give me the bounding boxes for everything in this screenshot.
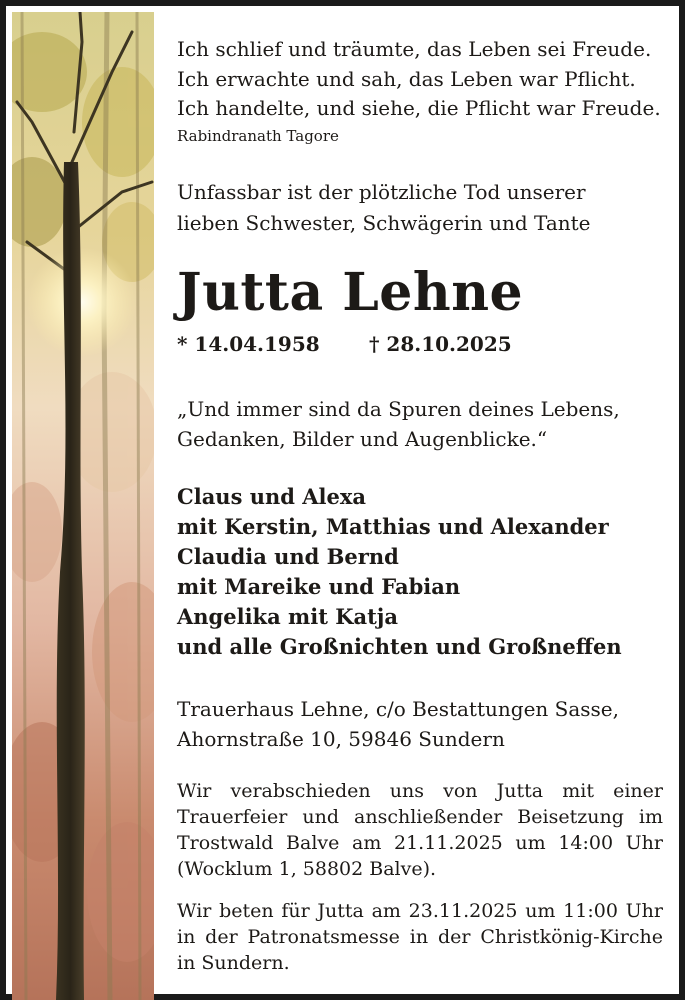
intro-line-1: Unfassbar ist der plötzliche Tod unserer <box>177 180 586 204</box>
intro-line-2: lieben Schwester, Schwägerin und Tante <box>177 211 591 235</box>
family-line: Claus und Alexa <box>177 484 366 509</box>
address-line-2: Ahornstraße 10, 59846 Sundern <box>177 727 505 751</box>
death-date: † 28.10.2025 <box>369 332 512 356</box>
family-line: mit Kerstin, Matthias und Alexander <box>177 514 609 539</box>
family-line: Angelika mit Katja <box>177 604 399 629</box>
forest-illustration <box>12 12 154 1000</box>
deceased-name: Jutta Lehne <box>177 262 524 323</box>
address-line-1: Trauerhaus Lehne, c/o Bestattungen Sasse, <box>177 697 619 721</box>
service-announcement: Wir verabschieden uns von Jutta mit einer Trauerfeier und anschließender Beisetzung im Trostwald Balve am 21.11.2025 um 14:00 Uhr (Wocklum 1, 58802 Balve). <box>177 780 663 880</box>
quote-line-1: „Und immer sind da Spuren deines Lebens, <box>177 397 620 421</box>
poem-line-1: Ich schlief und träumte, das Leben sei Freude. <box>177 37 652 61</box>
family-line: und alle Großnichten und Großneffen <box>177 634 622 659</box>
poem-line-3: Ich handelte, und siehe, die Pflicht war Freude. <box>177 96 661 120</box>
family-line: Claudia und Bernd <box>177 544 399 569</box>
birth-date: * 14.04.1958 <box>177 332 320 356</box>
forest-image <box>12 12 154 1000</box>
prayer-announcement: Wir beten für Jutta am 23.11.2025 um 11:00 Uhr in der Patronatsmesse in der Christkönig-Kirche in Sundern. <box>177 900 663 974</box>
poem-line-2: Ich erwachte und sah, das Leben war Pflicht. <box>177 67 636 91</box>
family-line: mit Mareike und Fabian <box>177 574 461 599</box>
quote-line-2: Gedanken, Bilder und Augenblicke.“ <box>177 427 548 451</box>
poem-author: Rabindranath Tagore <box>177 127 339 145</box>
